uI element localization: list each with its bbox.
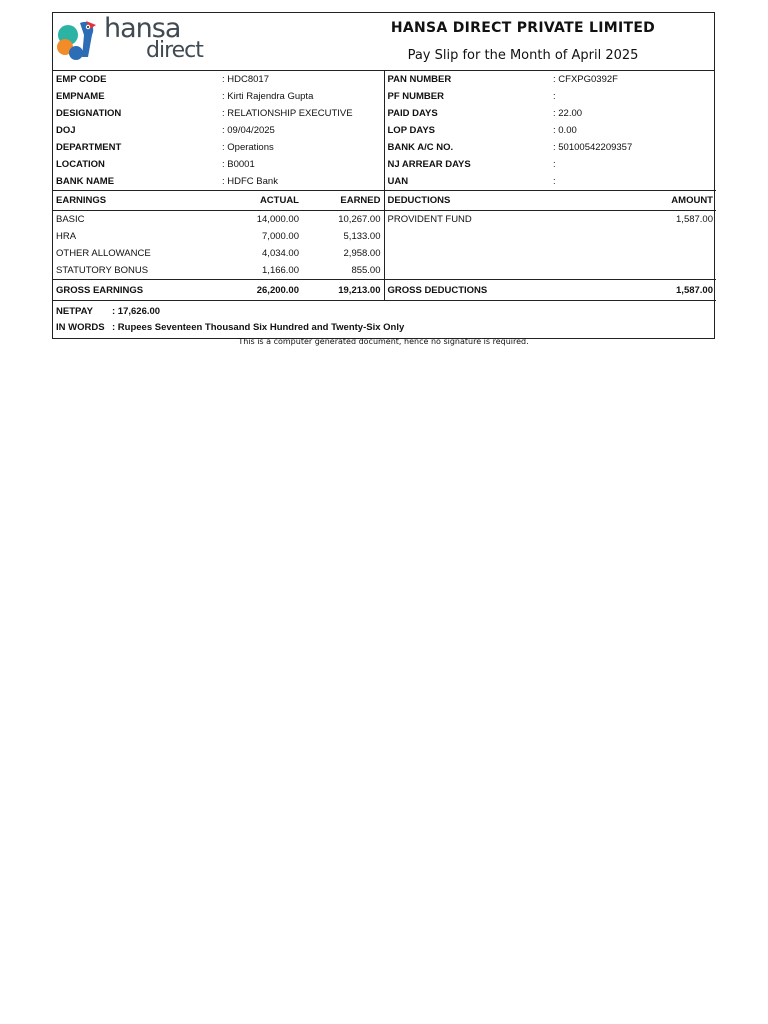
logo-word-direct: direct: [146, 38, 203, 63]
actual-heading: ACTUAL: [219, 191, 302, 211]
info-label: BANK NAME: [56, 176, 115, 187]
earning-earned: 855.00: [302, 262, 384, 280]
deduction-name: [384, 245, 584, 262]
netpay-words-row: [53, 319, 714, 335]
info-value: : 50100542209357: [553, 142, 633, 153]
employee-info-row: [53, 122, 716, 139]
earning-name: STATUTORY BONUS: [56, 265, 149, 276]
info-value: : 09/04/2025: [219, 122, 384, 139]
employee-info-row: [53, 156, 716, 173]
info-label: PAN NUMBER: [387, 74, 452, 85]
info-value: : HDFC Bank: [219, 173, 384, 190]
info-value: : CFXPG0392F: [553, 74, 618, 85]
footer-note: This is a computer generated document, hence no signature is required.: [238, 337, 529, 346]
employee-details-table: [53, 71, 716, 190]
gross-actual: 26,200.00: [219, 280, 302, 301]
deduction-name: PROVIDENT FUND: [387, 214, 472, 225]
gross-totals-row: [53, 280, 716, 301]
info-value: :: [553, 91, 556, 102]
info-value: : Operations: [219, 139, 384, 156]
earned-heading: EARNED: [302, 191, 384, 211]
employee-info-row: [53, 88, 716, 105]
slip-header: [53, 13, 714, 71]
info-value: : RELATIONSHIP EXECUTIVE: [219, 105, 384, 122]
payslip-period: Pay Slip for the Month of April 2025: [407, 48, 639, 63]
earning-actual: 4,034.00: [262, 248, 299, 259]
info-label: PF NUMBER: [387, 91, 444, 102]
info-label: BANK A/C NO.: [387, 142, 454, 153]
deduction-name: [384, 228, 584, 245]
earning-name: OTHER ALLOWANCE: [56, 248, 151, 259]
netpay-row: [53, 303, 714, 319]
gross-deductions-label: GROSS DEDUCTIONS: [384, 280, 584, 301]
info-label: DOJ: [56, 125, 76, 136]
deductions-heading: DEDUCTIONS: [384, 191, 584, 211]
gross-earned: 19,213.00: [302, 280, 384, 301]
netpay-section: [53, 303, 714, 335]
in-words-value: : Rupees Seventeen Thousand Six Hundred and Twenty-Six Only: [112, 321, 405, 333]
employee-info-row: [53, 71, 716, 88]
earnings-heading: EARNINGS: [53, 191, 219, 211]
logo-word-hansa: hansa: [104, 13, 181, 44]
earning-actual: 1,166.00: [262, 265, 299, 276]
employee-info-row: [53, 105, 716, 122]
info-label: LOP DAYS: [387, 125, 436, 136]
earning-actual: 7,000.00: [262, 231, 299, 242]
info-label: UAN: [387, 176, 409, 187]
deduction-name: [384, 262, 584, 280]
info-value: : B0001: [219, 156, 384, 173]
info-label: EMP CODE: [56, 74, 107, 85]
earning-earned: 5,133.00: [302, 228, 384, 245]
info-value: :: [553, 176, 556, 187]
earning-row: [53, 228, 716, 245]
earnings-header-row: [53, 191, 716, 211]
info-value: : 22.00: [553, 108, 583, 119]
info-label: EMPNAME: [56, 91, 105, 102]
earning-row: [53, 245, 716, 262]
in-words-label: IN WORDS: [56, 321, 105, 333]
info-label: PAID DAYS: [387, 108, 438, 119]
earning-earned: 2,958.00: [302, 245, 384, 262]
employee-info-row: [53, 139, 716, 156]
deduction-amount: 1,587.00: [676, 214, 713, 225]
info-label: DESIGNATION: [56, 108, 122, 119]
hansa-direct-logo: [56, 13, 206, 65]
gross-earnings-label: GROSS EARNINGS: [53, 280, 219, 301]
pay-slip: [52, 12, 715, 339]
info-value: :: [553, 159, 556, 170]
earning-actual: 14,000.00: [256, 214, 299, 225]
gross-deductions-amount: 1,587.00: [584, 280, 716, 301]
earning-name: BASIC: [56, 214, 85, 225]
amount-heading: AMOUNT: [584, 191, 716, 211]
employee-info-row: [53, 173, 716, 190]
company-name: HANSA DIRECT PRIVATE LIMITED: [390, 20, 656, 36]
deduction-amount: [584, 228, 716, 245]
info-label: DEPARTMENT: [56, 142, 122, 153]
earning-name: HRA: [56, 231, 77, 242]
deduction-amount: [584, 245, 716, 262]
info-value: : 0.00: [553, 125, 577, 136]
earning-earned: 10,267.00: [302, 211, 384, 229]
deduction-amount: [584, 262, 716, 280]
netpay-label: NETPAY: [56, 305, 93, 317]
info-value: : Kirti Rajendra Gupta: [219, 88, 384, 105]
bird-logo-icon: [56, 17, 100, 63]
earning-row: [53, 211, 716, 229]
earning-row: [53, 262, 716, 280]
info-label: NJ ARREAR DAYS: [387, 159, 471, 170]
info-label: LOCATION: [56, 159, 105, 170]
earnings-deductions-table: [53, 190, 716, 301]
info-value: : HDC8017: [219, 71, 384, 88]
netpay-value: : 17,626.00: [112, 305, 161, 317]
